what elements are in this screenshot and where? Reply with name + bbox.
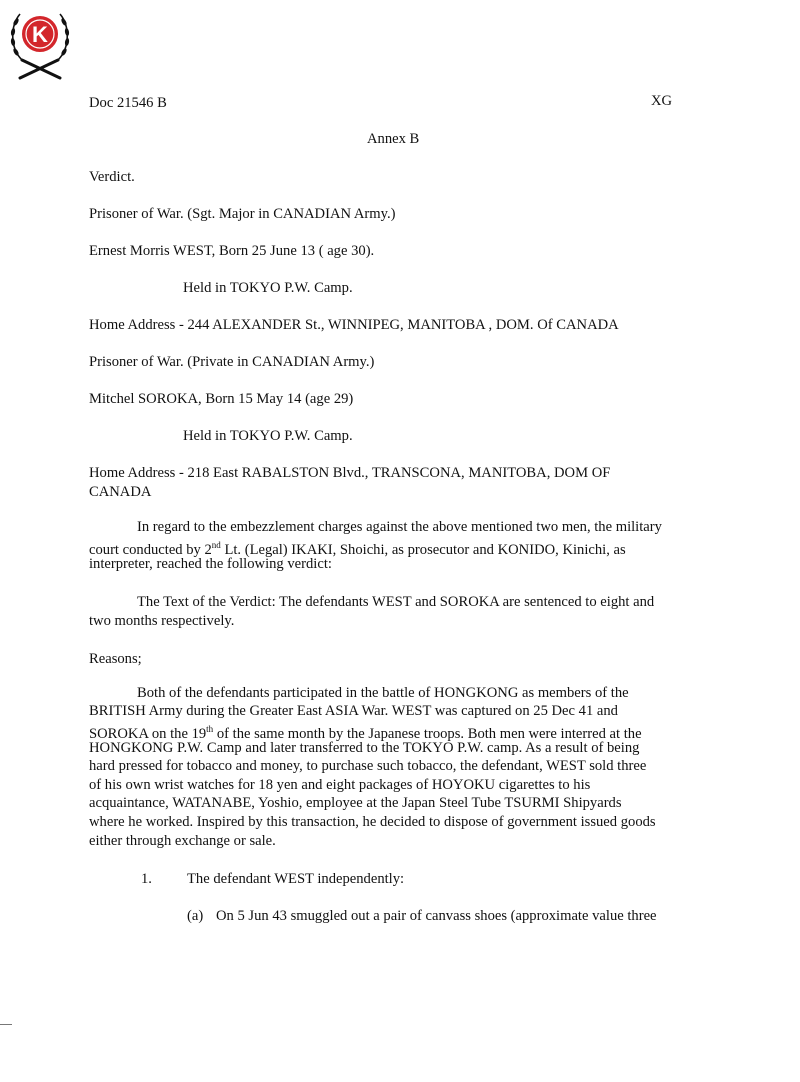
- list-number: 1.: [141, 871, 152, 887]
- paragraph-text: court conducted by 2: [89, 541, 212, 558]
- paragraph-line: acquaintance, WATANABE, Yoshio, employee at the Japan Steel Tube TSURMI Shipyards: [89, 795, 622, 811]
- paragraph-line: two months respectively.: [89, 613, 235, 629]
- prisoner-name: Ernest Morris WEST, Born 25 June 13 ( age 30).: [89, 243, 375, 259]
- logo-letter: K: [32, 22, 48, 47]
- paragraph-line: either through exchange or sale.: [89, 833, 276, 849]
- paragraph-line: interpreter, reached the following verdict:: [89, 556, 332, 572]
- paragraph-line: hard pressed for tobacco and money, to purchase such tobacco, the defendant, WEST sold three: [89, 758, 647, 774]
- sub-item-label: (a): [187, 908, 204, 924]
- paragraph-text: Lt. (Legal) IKAKI, Shoichi, as prosecutor and KONIDO, Kinichi, as: [220, 541, 626, 558]
- paragraph-line: The Text of the Verdict: The defendants WEST and SOROKA are sentenced to eight and: [137, 594, 655, 610]
- annex-title: Annex B: [367, 131, 420, 147]
- verdict-heading: Verdict.: [89, 169, 135, 185]
- prisoner-address: Home Address - 218 East RABALSTON Blvd., TRANSCONA, MANITOBA, DOM OF: [89, 465, 611, 481]
- paragraph-text: of the same month by the Japanese troops. Both men were interred at the: [213, 725, 642, 742]
- prisoner-name: Mitchel SOROKA, Born 15 May 14 (age 29): [89, 391, 354, 407]
- doc-mark: XG: [651, 93, 673, 109]
- prisoner-address-cont: CANADA: [89, 484, 152, 500]
- paragraph-text: SOROKA on the 19: [89, 725, 207, 742]
- paragraph-line: In regard to the embezzlement charges against the above mentioned two men, the military: [137, 519, 662, 535]
- prisoner-status: Prisoner of War. (Sgt. Major in CANADIAN Army.): [89, 206, 396, 222]
- sub-item-text: On 5 Jun 43 smuggled out a pair of canvass shoes (approximate value three: [216, 908, 657, 924]
- reasons-heading: Reasons;: [89, 651, 142, 667]
- logo: [8, 4, 72, 84]
- doc-number: Doc 21546 B: [89, 95, 167, 111]
- paragraph-line: Both of the defendants participated in the battle of HONGKONG as members of the: [137, 685, 629, 701]
- ordinal-suffix: th: [206, 724, 214, 734]
- prisoner-address: Home Address - 244 ALEXANDER St., WINNIPEG, MANITOBA , DOM. Of CANADA: [89, 317, 619, 333]
- scan-edge-mark: [0, 1024, 12, 1025]
- prisoner-held: Held in TOKYO P.W. Camp.: [183, 280, 353, 296]
- paragraph-line: BRITISH Army during the Greater East ASIA War. WEST was captured on 25 Dec 41 and: [89, 703, 618, 719]
- paragraph-line: of his own wrist watches for 18 yen and eight packages of HOYOKU cigarettes to his: [89, 777, 591, 793]
- prisoner-status: Prisoner of War. (Private in CANADIAN Army.): [89, 354, 375, 370]
- ordinal-suffix: nd: [211, 540, 221, 550]
- paragraph-line: HONGKONG P.W. Camp and later transferred to the TOKYO P.W. camp. As a result of being: [89, 740, 640, 756]
- prisoner-held: Held in TOKYO P.W. Camp.: [183, 428, 353, 444]
- list-item-text: The defendant WEST independently:: [187, 871, 405, 887]
- paragraph-line: where he worked. Inspired by this transaction, he decided to dispose of government issued goods: [89, 814, 656, 830]
